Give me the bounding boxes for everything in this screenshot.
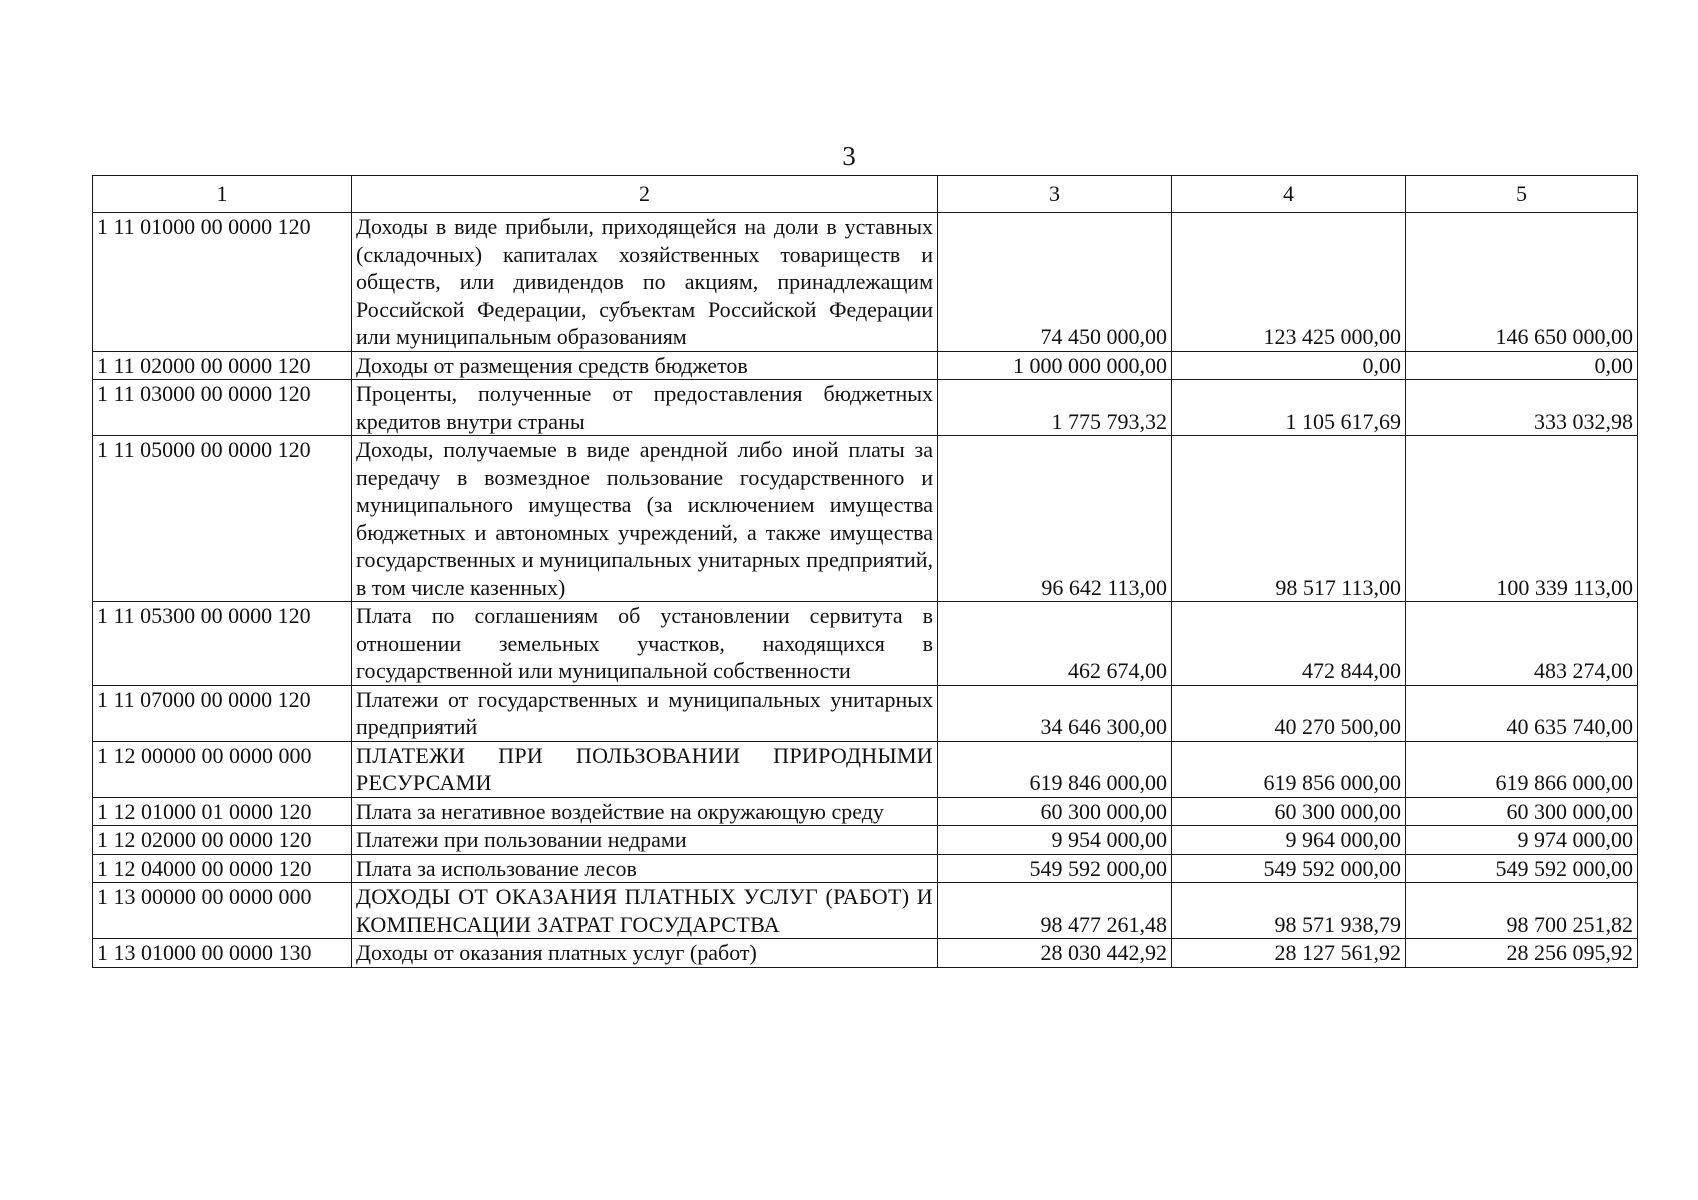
table-row (93, 939, 1638, 968)
revenue-code: 1 11 05300 00 0000 120 (93, 602, 352, 686)
amount-col-4: 1 105 617,69 (1172, 380, 1406, 436)
amount-col-5: 40 635 740,00 (1406, 685, 1638, 741)
table-row (93, 213, 1638, 352)
amount-col-4: 123 425 000,00 (1172, 213, 1406, 352)
revenue-name: Платежи от государственных и муниципальных унитарных предприятий (352, 685, 938, 741)
revenue-name: Плата за использование лесов (352, 854, 938, 883)
amount-col-3: 9 954 000,00 (938, 826, 1172, 855)
amount-col-4: 549 592 000,00 (1172, 854, 1406, 883)
amount-col-3: 74 450 000,00 (938, 213, 1172, 352)
revenue-code: 1 12 01000 01 0000 120 (93, 797, 352, 826)
revenue-code: 1 13 01000 00 0000 130 (93, 939, 352, 968)
column-header-2: 2 (352, 176, 938, 213)
amount-col-4: 0,00 (1172, 351, 1406, 380)
amount-col-5: 28 256 095,92 (1406, 939, 1638, 968)
amount-col-5: 549 592 000,00 (1406, 854, 1638, 883)
table-row (93, 351, 1638, 380)
amount-col-5: 483 274,00 (1406, 602, 1638, 686)
revenue-name: ПЛАТЕЖИ ПРИ ПОЛЬЗОВАНИИ ПРИРОДНЫМИ РЕСУРСАМИ (352, 741, 938, 797)
table-row (93, 380, 1638, 436)
amount-col-3: 619 846 000,00 (938, 741, 1172, 797)
amount-col-4: 9 964 000,00 (1172, 826, 1406, 855)
amount-col-5: 98 700 251,82 (1406, 883, 1638, 939)
amount-col-5: 0,00 (1406, 351, 1638, 380)
revenue-name: Доходы от размещения средств бюджетов (352, 351, 938, 380)
amount-col-3: 60 300 000,00 (938, 797, 1172, 826)
amount-col-3: 549 592 000,00 (938, 854, 1172, 883)
revenue-code: 1 11 05000 00 0000 120 (93, 436, 352, 602)
amount-col-5: 619 866 000,00 (1406, 741, 1638, 797)
amount-col-3: 34 646 300,00 (938, 685, 1172, 741)
amount-col-3: 1 775 793,32 (938, 380, 1172, 436)
amount-col-5: 60 300 000,00 (1406, 797, 1638, 826)
table-row (93, 741, 1638, 797)
amount-col-4: 28 127 561,92 (1172, 939, 1406, 968)
table-row (93, 883, 1638, 939)
revenue-name: Проценты, полученные от предоставления бюджетных кредитов внутри страны (352, 380, 938, 436)
table-row (93, 436, 1638, 602)
page-number: 3 (842, 141, 856, 171)
column-header-1: 1 (93, 176, 352, 213)
table-row (93, 685, 1638, 741)
column-header-4: 4 (1172, 176, 1406, 213)
amount-col-4: 60 300 000,00 (1172, 797, 1406, 826)
amount-col-4: 98 517 113,00 (1172, 436, 1406, 602)
amount-col-5: 146 650 000,00 (1406, 213, 1638, 352)
revenue-name: Платежи при пользовании недрами (352, 826, 938, 855)
revenue-code: 1 11 01000 00 0000 120 (93, 213, 352, 352)
revenue-code: 1 12 00000 00 0000 000 (93, 741, 352, 797)
revenue-name: Доходы от оказания платных услуг (работ) (352, 939, 938, 968)
revenue-name: Плата по соглашениям об установлении сервитута в отношении земельных участков, находящихся в государственной или муниципальной собственности (352, 602, 938, 686)
revenue-name: ДОХОДЫ ОТ ОКАЗАНИЯ ПЛАТНЫХ УСЛУГ (РАБОТ) И КОМПЕНСАЦИИ ЗАТРАТ ГОСУДАРСТВА (352, 883, 938, 939)
revenue-name: Плата за негативное воздействие на окружающую среду (352, 797, 938, 826)
revenue-table (92, 175, 1638, 968)
table-row (93, 854, 1638, 883)
amount-col-5: 333 032,98 (1406, 380, 1638, 436)
revenue-code: 1 11 03000 00 0000 120 (93, 380, 352, 436)
revenue-code: 1 13 00000 00 0000 000 (93, 883, 352, 939)
column-header-3: 3 (938, 176, 1172, 213)
amount-col-5: 9 974 000,00 (1406, 826, 1638, 855)
amount-col-5: 100 339 113,00 (1406, 436, 1638, 602)
revenue-code: 1 12 04000 00 0000 120 (93, 854, 352, 883)
amount-col-4: 472 844,00 (1172, 602, 1406, 686)
table-row (93, 826, 1638, 855)
table-row (93, 797, 1638, 826)
amount-col-3: 98 477 261,48 (938, 883, 1172, 939)
amount-col-4: 619 856 000,00 (1172, 741, 1406, 797)
column-header-5: 5 (1406, 176, 1638, 213)
amount-col-3: 462 674,00 (938, 602, 1172, 686)
revenue-code: 1 11 07000 00 0000 120 (93, 685, 352, 741)
table-row (93, 602, 1638, 686)
revenue-code: 1 11 02000 00 0000 120 (93, 351, 352, 380)
amount-col-3: 1 000 000 000,00 (938, 351, 1172, 380)
revenue-name: Доходы в виде прибыли, приходящейся на доли в уставных (складочных) капиталах хозяйственных товариществ и обществ, или дивидендов по акциям, принадлежащим Российской Федерации, субъектам Российской Федерации или муниципальным образованиям (352, 213, 938, 352)
revenue-name: Доходы, получаемые в виде арендной либо иной платы за передачу в возмездное пользование государственного и муниципального имущества (за исключением имущества бюджетных и автономных учреждений, а также имущества государственных и муниципальных унитарных предприятий, в том числе казенных) (352, 436, 938, 602)
revenue-code: 1 12 02000 00 0000 120 (93, 826, 352, 855)
amount-col-4: 98 571 938,79 (1172, 883, 1406, 939)
amount-col-3: 28 030 442,92 (938, 939, 1172, 968)
amount-col-3: 96 642 113,00 (938, 436, 1172, 602)
header-row (93, 176, 1638, 213)
amount-col-4: 40 270 500,00 (1172, 685, 1406, 741)
